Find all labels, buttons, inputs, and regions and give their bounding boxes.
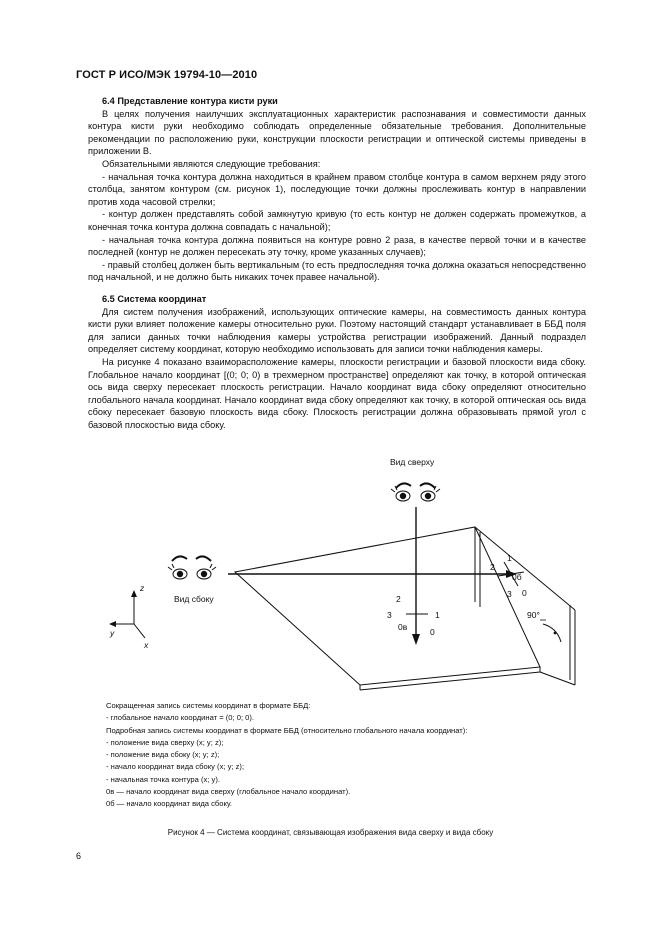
requirement-item: - начальная точка контура должна появиться на контуре ровно 2 раза, в качестве первой точки и в качестве последней (контур не должен пересекать эту точку, кроме указанных случаев); (88, 234, 586, 258)
right-angle-dot (554, 632, 557, 635)
side-marker-3: 3 (507, 589, 512, 599)
legend-detail-title: Подробная запись системы координат в формате ББД (относительно глобального начала координат): (106, 725, 468, 735)
registration-plane (235, 527, 540, 690)
section-6-5 (88, 293, 586, 432)
side-marker-2: 2 (490, 562, 495, 572)
requirement-item: - начальная точка контура должна находиться в крайнем правом столбце контура в самом верхнем ряду этого столбца, занятом контуром (см. рисунок 1), последующие точки должны прослеживать контур в направлении против хода часовой стрелки; (88, 171, 586, 207)
side-view-label: Вид сбоку (174, 594, 214, 604)
section-6-4-paragraph-1: В целях получения наилучших эксплуатационных характеристик распознавания и совместимости данных контура кисти руки необходимо соблюдать определенные обязательные требования. Дополнительные рекомендации по расположению руки, конструкции плоскости регистрации и оптической системы приведены в приложении В. (88, 108, 586, 157)
axis-z-label: z (140, 583, 145, 593)
side-marker-0: 0 (522, 588, 527, 598)
legend-short-item: - глобальное начало координат = (0; 0; 0). (106, 713, 255, 723)
side-view-eyes-icon (168, 556, 216, 579)
legend-detail-item: - начальная точка контура (x; y). (106, 774, 220, 784)
top-view-label: Вид сверху (390, 457, 435, 467)
top-view-eyes-icon (391, 483, 440, 501)
legend-detail-item: - положение вида сверху (x; y; z); (106, 737, 224, 747)
section-6-4-paragraph-2: Обязательными являются следующие требования: (102, 158, 321, 169)
axes-icon (109, 590, 145, 638)
right-angle-arc (543, 624, 561, 642)
section-6-5-paragraph-1: Для систем получения изображений, использующих оптические камеры, на совместимость данных контура кисти руки влияет положение камеры относительно руки. Поэтому настоящий стандарт устанавливает в ББД поля для записи данных точки наблюдения камеры устройства регистрации изображений. Данный подраздел определяет систему координат, которую необходимо использовать для записи точки наблюдения камеры. (88, 306, 586, 355)
side-marker-1: 1 (507, 553, 512, 563)
figure-caption: Рисунок 4 — Система координат, связывающая изображения вида сверху и вида сбоку (167, 828, 494, 837)
axis-x-label: x (144, 640, 149, 650)
legend-origin-side: 0б — начало координат вида сбоку. (106, 799, 233, 809)
section-6-5-title: 6.5 Система координат (102, 294, 207, 304)
angle-label: 90° (527, 610, 540, 620)
side-optical-axis (228, 570, 517, 578)
coordinate-system-diagram (100, 452, 605, 692)
top-origin-label: 0в (398, 622, 408, 632)
document-header: ГОСТ Р ИСО/МЭК 19794-10—2010 (76, 69, 258, 81)
legend-detail-item: - начало координат вида сбоку (x; y; z); (106, 762, 245, 772)
top-optical-axis (412, 507, 420, 645)
legend-detail-item: - положение вида сбоку (x; y; z); (106, 750, 220, 760)
axis-y-label: y (110, 628, 115, 638)
top-marker-2: 2 (396, 594, 401, 604)
page-number: 6 (76, 851, 82, 861)
figure-legend (106, 700, 586, 811)
top-origin-cross (406, 604, 428, 624)
top-marker-3: 3 (387, 610, 392, 620)
requirement-item: - контур должен представлять собой замкнутую кривую (то есть контур не должен содержать промежутков, а конечная точка контура должна совпадать с начальной); (88, 209, 586, 232)
figure-4 (100, 452, 605, 692)
section-6-4 (88, 95, 586, 284)
top-marker-1: 1 (435, 610, 440, 620)
legend-short-title: Сокращенная запись системы координат в формате ББД: (106, 701, 311, 710)
section-6-5-paragraph-2: На рисунке 4 показано взаиморасположение камеры, плоскости регистрации и базовой плоскости вида сбоку. Глобальное начало координат [(0; 0; 0) в трехмерном пространстве] определяют как точку, в которой оптическая ось вида сверху пересекает плоскость регистрации. Начало координат вида сбоку определяют относительно глобального начала координат. Начало координат вида сбоку определяют как точку, в которой оптическая ось вида сбоку пересекает базовую плоскость вида сбоку. Плоскость регистрации должна образовывать прямой угол с базовой плоскостью вида сбоку. (88, 356, 586, 430)
legend-origin-top: 0в — начало координат вида сверху (глобальное начало координат). (106, 787, 351, 797)
top-marker-0: 0 (430, 627, 435, 637)
side-view-base-plane (475, 527, 575, 685)
side-origin-label: 0б (512, 572, 522, 582)
requirement-item: - правый столбец должен быть вертикальным (то есть предпоследняя точка должна оказаться непосредственно под начальной, и не должно быть никаких точек правее начальной). (88, 259, 586, 283)
section-6-4-title: 6.4 Представление контура кисти руки (102, 96, 278, 106)
